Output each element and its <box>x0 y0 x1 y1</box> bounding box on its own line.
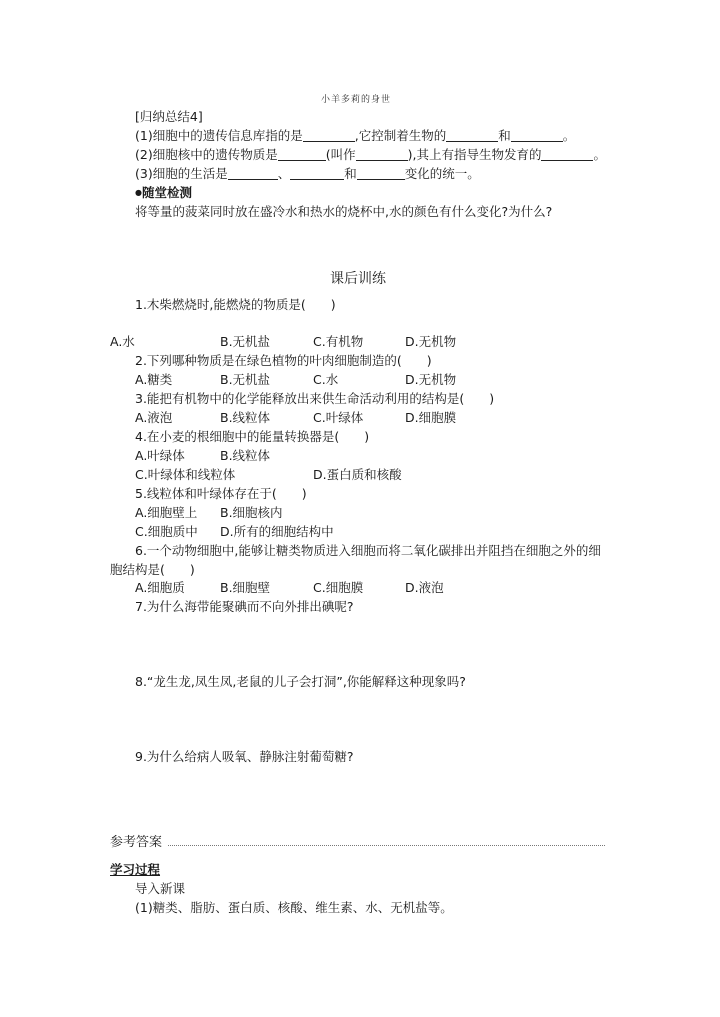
summary-label: [归纳总结4] <box>135 109 203 124</box>
q3-option-a: A.液泡 <box>135 410 173 425</box>
line1-text-c: 和 <box>498 128 511 143</box>
section-title: 课后训练 <box>330 271 386 287</box>
answer-1: (1)糖类、脂肪、蛋白质、核酸、维生素、水、无机盐等。 <box>135 900 453 915</box>
q9-stem: 9.为什么给病人吸氧、静脉注射葡萄糖? <box>135 749 354 764</box>
q6-stem-line-2: 胞结构是( ) <box>110 562 195 577</box>
q2-stem: 2.下列哪种物质是在绿色植物的叶肉细胞制造的( ) <box>135 353 432 368</box>
q4-stem: 4.在小麦的根细胞中的能量转换器是( ) <box>135 429 370 444</box>
intro-heading: 导入新课 <box>135 881 186 896</box>
line3-text-b: 、 <box>277 166 291 181</box>
q5-option-b: B.细胞核内 <box>220 505 283 520</box>
q6-option-d: D.液泡 <box>405 580 444 595</box>
line1-text-d: 。 <box>562 128 576 143</box>
fill-blank <box>356 147 408 161</box>
fill-blank <box>228 166 278 180</box>
summary-line-2 <box>135 146 606 164</box>
q4-option-d: D.蛋白质和核酸 <box>313 467 402 482</box>
q1-option-b: B.无机盐 <box>220 334 271 349</box>
q5-option-a: A.细胞壁上 <box>135 505 198 520</box>
q4-option-a: A.叶绿体 <box>135 448 185 463</box>
q1-stem: 1.木柴燃烧时,能燃烧的物质是( ) <box>135 297 336 312</box>
q1-option-a: A.水 <box>110 334 135 349</box>
line3-text-a: (3)细胞的生活是 <box>135 166 228 181</box>
q6-option-c: C.细胞膜 <box>313 580 364 595</box>
q8-stem: 8.“龙生龙,凤生凤,老鼠的儿子会打洞”,你能解释这种现象吗? <box>135 674 466 689</box>
fill-blank <box>303 128 355 142</box>
bullet-icon: ● <box>135 188 142 197</box>
learning-process-heading: 学习过程 <box>110 862 161 877</box>
q6-option-a: A.细胞质 <box>135 580 185 595</box>
line2-text-b: (叫作 <box>325 147 356 162</box>
q5-option-d: D.所有的细胞结构中 <box>220 524 334 539</box>
q1-option-c: C.有机物 <box>313 334 364 349</box>
q6-option-b: B.细胞壁 <box>220 580 271 595</box>
fill-blank <box>290 166 344 180</box>
line2-text-c: ),其上有指导生物发育的 <box>407 147 542 162</box>
q3-stem: 3.能把有机物中的化学能释放出来供生命活动利用的结构是( ) <box>135 391 495 406</box>
check-question: 将等量的菠菜同时放在盛冷水和热水的烧杯中,水的颜色有什么变化?为什么? <box>135 204 553 219</box>
q7-stem: 7.为什么海带能聚碘而不向外排出碘呢? <box>135 599 354 614</box>
q6-stem-line-1: 6.一个动物细胞中,能够让糖类物质进入细胞而将二氧化碳排出并阻挡在细胞之外的细 <box>135 543 601 558</box>
answers-title: 参考答案 <box>110 835 163 850</box>
q4-option-c: C.叶绿体和线粒体 <box>135 467 236 482</box>
q2-option-c: C.水 <box>313 372 339 387</box>
check-title: 随堂检测 <box>141 185 192 200</box>
q3-option-b: B.线粒体 <box>220 410 271 425</box>
q5-option-c: C.细胞质中 <box>135 524 198 539</box>
q3-option-c: C.叶绿体 <box>313 410 364 425</box>
line3-text-d: 变化的统一。 <box>404 166 480 181</box>
check-heading <box>135 184 192 202</box>
page-header: 小羊多莉的身世 <box>321 95 392 105</box>
q5-stem: 5.线粒体和叶绿体存在于( ) <box>135 486 307 501</box>
fill-blank <box>541 147 593 161</box>
q2-option-d: D.无机物 <box>405 372 457 387</box>
fill-blank <box>278 147 326 161</box>
line2-text-d: 。 <box>593 147 606 162</box>
q4-option-b: B.线粒体 <box>220 448 271 463</box>
line1-text-a: (1)细胞中的遗传信息库指的是 <box>135 128 303 143</box>
summary-line-3 <box>135 165 480 183</box>
fill-blank <box>357 166 405 180</box>
line2-text-a: (2)细胞核中的遗传物质是 <box>135 147 278 162</box>
dotted-divider <box>168 845 605 846</box>
line1-text-b: ,它控制着生物的 <box>354 128 447 143</box>
fill-blank <box>446 128 498 142</box>
q2-option-a: A.糖类 <box>135 372 173 387</box>
q2-option-b: B.无机盐 <box>220 372 271 387</box>
fill-blank <box>511 128 563 142</box>
q1-option-d: D.无机物 <box>405 334 457 349</box>
line3-text-c: 和 <box>344 166 357 181</box>
q3-option-d: D.细胞膜 <box>405 410 457 425</box>
summary-line-1 <box>135 127 575 145</box>
